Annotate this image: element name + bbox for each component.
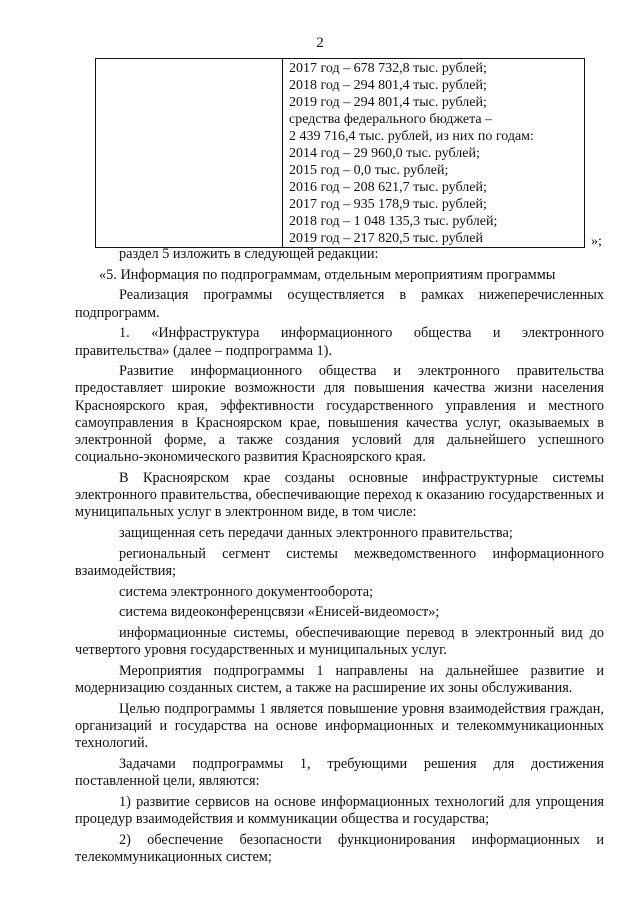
- budget-line: средства федерального бюджета –: [289, 112, 493, 127]
- document-body: [75, 246, 604, 870]
- paragraph: Реализация программы осуществляется в рамках нижеперечисленных подпрограмм.: [75, 287, 604, 321]
- page-number: 2: [316, 35, 324, 51]
- list-item: защищенная сеть передачи данных электронного правительства;: [119, 525, 513, 542]
- table-empty-cell: [96, 59, 283, 248]
- paragraph: Мероприятия подпрограммы 1 направлены на дальнейшее развитие и модернизацию созданных систем, а также на расширение их зоны обслуживания.: [75, 662, 604, 697]
- budget-table: [95, 58, 585, 248]
- budget-line: 2015 год – 0,0 тыс. рублей;: [289, 163, 449, 178]
- budget-line: 2017 год – 935 178,9 тыс. рублей;: [289, 197, 487, 212]
- budget-line: 2014 год – 29 960,0 тыс. рублей;: [289, 146, 480, 161]
- budget-line: 2019 год – 294 801,4 тыс. рублей;: [289, 95, 487, 110]
- paragraph: В Красноярском крае созданы основные инфраструктурные системы электронного правительства, обеспечивающие переход к оказанию государственных и муниципальных услуг в электронном виде, в том числе:: [75, 469, 604, 521]
- table-closing-quote: »;: [591, 234, 602, 249]
- list-item: информационные системы, обеспечивающие перевод в электронный вид до четвертого уровня государственных и муниципальных услуг.: [75, 625, 604, 659]
- budget-line: 2017 год – 678 732,8 тыс. рублей;: [289, 61, 487, 76]
- paragraph: Развитие информационного общества и электронного правительства предоставляет широкие возможности для повышения качества жизни населения Красноярского края, эффективности государственного управления и местного самоуправления в Красноярском крае, повышения качества услуг, оказываемых в электронной форме, а также создания условий для дальнейшего успешного социально-экономического развития Красноярского края.: [75, 363, 604, 466]
- budget-line: 2018 год – 294 801,4 тыс. рублей;: [289, 78, 487, 93]
- section-heading: «5. Информация по подпрограммам, отдельным мероприятиям программы: [99, 266, 556, 283]
- subprogram-title: 1. «Инфраструктура информационного общества и электронного правительства» (далее – подпрограмма 1).: [75, 325, 604, 359]
- paragraph: Задачами подпрограммы 1, требующими решения для достижения поставленной цели, являются:: [75, 755, 604, 790]
- budget-line: 2 439 716,4 тыс. рублей, из них по годам:: [289, 129, 534, 144]
- budget-line: 2019 год – 217 820,5 тыс. рублей: [289, 231, 483, 246]
- table-budget-cell: [283, 59, 585, 248]
- paragraph: Целью подпрограммы 1 является повышение уровня взаимодействия граждан, организаций и государства на основе информационных и телекоммуникационных технологий.: [75, 700, 604, 752]
- paragraph-section-edit: раздел 5 изложить в следующей редакции:: [119, 246, 379, 262]
- budget-line: 2016 год – 208 621,7 тыс. рублей;: [289, 180, 487, 195]
- budget-line: 2018 год – 1 048 135,3 тыс. рублей;: [289, 214, 498, 229]
- list-item: система электронного документооборота;: [119, 583, 374, 600]
- list-item: региональный сегмент системы межведомственного информационного взаимодействия;: [75, 545, 604, 579]
- list-item: 1) развитие сервисов на основе информационных технологий для упрощения процедур взаимодействия и коммуникации общества и государства;: [75, 793, 604, 828]
- list-item: система видеоконференцсвязи «Енисей-видеомост»;: [119, 604, 440, 621]
- list-item: 2) обеспечение безопасности функционирования информационных и телекоммуникационных систем;: [75, 831, 604, 865]
